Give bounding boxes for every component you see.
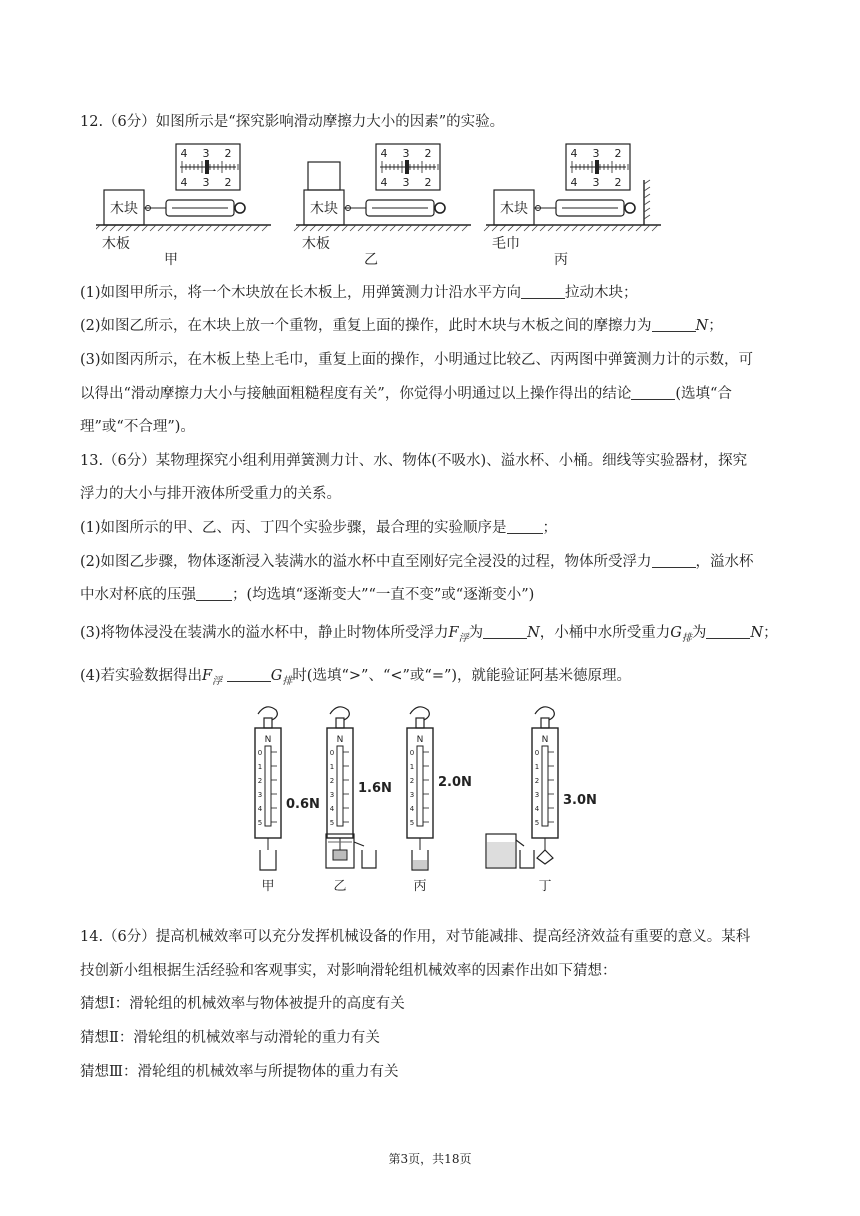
q12-part1: (1)如图甲所示，将一个木块放在长木板上，用弹簧测力计沿水平方向 拉动木块； xyxy=(80,285,638,301)
scale-number: 2 xyxy=(409,777,415,785)
hatch-mark xyxy=(620,225,626,231)
pull-ring xyxy=(625,203,635,213)
unit-label: N xyxy=(336,735,344,745)
answer-blank[interactable] xyxy=(706,624,750,639)
scale-ring xyxy=(264,718,272,728)
q13-stem-line1: 13.（6分）某物理探究小组利用弹簧测力计、水、物体(不吸水)、溢水杯、小桶。细线等实验器材，探究 xyxy=(80,453,748,469)
q12-figure xyxy=(96,140,666,270)
scale-pointer xyxy=(205,160,209,174)
hatch-mark xyxy=(564,225,570,231)
scale-number: 3 xyxy=(592,176,600,189)
hatch-mark xyxy=(350,225,356,231)
hatch-mark xyxy=(532,225,538,231)
block-label: 木块 xyxy=(310,201,338,217)
scale-number: 3 xyxy=(202,176,210,189)
q13-part1: (1)如图所示的甲、乙、丙、丁四个实验步骤，最合理的实验顺序是 ； xyxy=(80,520,558,536)
answer-blank[interactable] xyxy=(631,385,675,400)
scale-number: 0 xyxy=(329,749,335,757)
scale-number: 1 xyxy=(409,763,415,771)
hatch-mark xyxy=(230,225,236,231)
q14-stem-line2: 技创新小组根据生活经验和客观事实，对影响滑轮组机械效率的因素作出如下猜想： xyxy=(80,963,617,979)
hatch-mark xyxy=(182,225,188,231)
figure-caption: 乙 xyxy=(333,879,347,894)
scale-ring xyxy=(541,718,549,728)
scale-number: 3 xyxy=(592,147,600,160)
q12-part3-line3: 理”或“不合理”)。 xyxy=(80,419,195,435)
small-bucket xyxy=(520,850,534,868)
hatch-mark xyxy=(548,225,554,231)
hatch-mark xyxy=(462,225,468,231)
hatch-mark xyxy=(374,225,380,231)
hatch-mark xyxy=(588,225,594,231)
scale-number: 2 xyxy=(329,777,335,785)
force-reading: 1.6N xyxy=(358,781,392,796)
wall-hatch xyxy=(644,215,650,219)
hatch-mark xyxy=(238,225,244,231)
hatch-mark xyxy=(540,225,546,231)
q13-part2-line2: 中水对杯底的压强 ；(均选填“逐渐变大”“一直不变”或“逐渐变小”) xyxy=(80,587,535,603)
hatch-mark xyxy=(214,225,220,231)
scale-slot xyxy=(542,746,548,826)
hatch-mark xyxy=(110,225,116,231)
unit-label: N xyxy=(264,735,272,745)
scale-number: 5 xyxy=(257,819,263,827)
force-reading: 2.0N xyxy=(438,775,472,790)
hatch-mark xyxy=(366,225,372,231)
hatch-mark xyxy=(596,225,602,231)
hatch-mark xyxy=(438,225,444,231)
hatch-mark xyxy=(190,225,196,231)
q13-part3: (3)将物体浸没在装满水的溢水杯中，静止时物体所受浮力$F_浮$为 N，小桶中水所受重力$G_排$为 N； xyxy=(80,625,778,644)
scale-number: 3 xyxy=(329,791,335,799)
answer-blank[interactable] xyxy=(227,667,271,682)
hatch-mark xyxy=(334,225,340,231)
wall-hatch xyxy=(644,180,650,184)
small-bucket xyxy=(362,850,376,868)
hatch-mark xyxy=(254,225,260,231)
scale-number: 0 xyxy=(534,749,540,757)
hatch-mark xyxy=(422,225,428,231)
q14-stem-line1: 14.（6分）提高机械效率可以充分发挥机械设备的作用，对节能减排、提高经济效益有重要的意义。某科 xyxy=(80,929,751,945)
q12-part3-line1: (3)如图丙所示，在木板上垫上毛巾，重复上面的操作，小明通过比较乙、丙两图中弹簧测力计的示数，可 xyxy=(80,352,754,368)
scale-number: 4 xyxy=(570,176,578,189)
figure-caption: 乙 xyxy=(364,252,378,268)
q14-guess-3: 猜想Ⅲ：滑轮组的机械效率与所提物体的重力有关 xyxy=(80,1064,399,1080)
answer-blank[interactable] xyxy=(507,519,543,534)
hatch-mark xyxy=(262,225,268,231)
scale-number: 4 xyxy=(534,805,540,813)
scale-number: 3 xyxy=(257,791,263,799)
figure-caption: 丙 xyxy=(554,252,568,268)
force-reading: 0.6N xyxy=(286,797,320,812)
hatch-mark xyxy=(516,225,522,231)
figure-caption: 丁 xyxy=(538,879,552,894)
hatch-mark xyxy=(318,225,324,231)
q12-part2: (2)如图乙所示，在木块上放一个重物，重复上面的操作，此时木块与木板之间的摩擦力为 N； xyxy=(80,318,723,334)
pull-ring xyxy=(235,203,245,213)
hatch-mark xyxy=(580,225,586,231)
scale-number: 2 xyxy=(424,147,432,160)
spout xyxy=(354,842,364,846)
hatch-mark xyxy=(150,225,156,231)
hatch-mark xyxy=(342,225,348,231)
q13-part2-line1: (2)如图乙步骤，物体逐渐浸入装满水的溢水杯中直至刚好完全浸没的过程，物体所受浮力 ，溢水杯 xyxy=(80,554,754,570)
surface-label: 毛巾 xyxy=(492,236,520,252)
scale-number: 3 xyxy=(402,176,410,189)
hatch-mark xyxy=(484,225,490,231)
scale-slot xyxy=(337,746,343,826)
scale-number: 4 xyxy=(329,805,335,813)
hatch-mark xyxy=(326,225,332,231)
hatch-mark xyxy=(102,225,108,231)
scale-number: 4 xyxy=(380,176,388,189)
hatch-mark xyxy=(174,225,180,231)
scale-number: 4 xyxy=(180,147,188,160)
page-footer: 第3页，共18页 xyxy=(388,1152,472,1166)
hatch-mark xyxy=(644,225,650,231)
scale-number: 0 xyxy=(409,749,415,757)
scale-number: 0 xyxy=(257,749,263,757)
hatch-mark xyxy=(524,225,530,231)
scale-number: 4 xyxy=(409,805,415,813)
small-bucket xyxy=(260,850,276,870)
hatch-mark xyxy=(398,225,404,231)
wall-hatch xyxy=(644,208,650,212)
scale-number: 1 xyxy=(329,763,335,771)
hatch-mark xyxy=(118,225,124,231)
q14-guess-1: 猜想Ⅰ：滑轮组的机械效率与物体被提升的高度有关 xyxy=(80,996,405,1012)
hatch-mark xyxy=(222,225,228,231)
q13-part4: (4)若实验数据得出$F_浮$ $G_排$时(选填“>”、“<”或“=”)，就能验证阿基米德原理。 xyxy=(80,668,632,687)
hatch-mark xyxy=(454,225,460,231)
scale-number: 2 xyxy=(224,147,232,160)
weight-box xyxy=(308,162,340,190)
scale-number: 4 xyxy=(570,147,578,160)
force-reading: 3.0N xyxy=(563,793,597,808)
unit-label: N xyxy=(541,735,549,745)
hatch-mark xyxy=(446,225,452,231)
scale-number: 4 xyxy=(257,805,263,813)
scale-number: 2 xyxy=(614,147,622,160)
hatch-mark xyxy=(206,225,212,231)
hatch-mark xyxy=(414,225,420,231)
answer-blank[interactable] xyxy=(652,553,696,568)
answer-blank[interactable] xyxy=(196,586,232,601)
scale-ring xyxy=(416,718,424,728)
scale-number: 5 xyxy=(534,819,540,827)
hatch-mark xyxy=(166,225,172,231)
hatch-mark xyxy=(652,225,658,231)
scale-number: 1 xyxy=(257,763,263,771)
hatch-mark xyxy=(198,225,204,231)
hatch-mark xyxy=(126,225,132,231)
hatch-mark xyxy=(382,225,388,231)
answer-blank[interactable] xyxy=(652,317,696,332)
scale-number: 1 xyxy=(534,763,540,771)
hatch-mark xyxy=(500,225,506,231)
hatch-mark xyxy=(246,225,252,231)
hatch-mark xyxy=(294,225,300,231)
q13-figure xyxy=(240,700,620,898)
q12-part3-line2: 以得出“滑动摩擦力大小与接触面粗糙程度有关”，你觉得小明通过以上操作得出的结论 (选填“合 xyxy=(80,386,732,402)
scale-number: 4 xyxy=(380,147,388,160)
object xyxy=(333,850,347,860)
scale-ring xyxy=(336,718,344,728)
hatch-mark xyxy=(492,225,498,231)
wall-hatch xyxy=(644,187,650,191)
spout xyxy=(516,840,524,846)
hatch-mark xyxy=(96,225,100,231)
answer-blank[interactable] xyxy=(521,284,565,299)
water xyxy=(487,842,515,867)
surface-label: 木板 xyxy=(102,236,130,252)
hatch-mark xyxy=(390,225,396,231)
hatch-mark xyxy=(406,225,412,231)
scale-number: 2 xyxy=(224,176,232,189)
surface-label: 木板 xyxy=(302,236,330,252)
scale-pointer xyxy=(405,160,409,174)
hatch-mark xyxy=(430,225,436,231)
scale-slot xyxy=(265,746,271,826)
unit-label: N xyxy=(416,735,424,745)
answer-blank[interactable] xyxy=(483,624,527,639)
hatch-mark xyxy=(628,225,634,231)
scale-number: 2 xyxy=(257,777,263,785)
block-label: 木块 xyxy=(500,201,528,217)
q13-stem-line2: 浮力的大小与排开液体所受重力的关系。 xyxy=(80,486,341,502)
scale-number: 3 xyxy=(202,147,210,160)
hatch-mark xyxy=(142,225,148,231)
q14-guess-2: 猜想Ⅱ：滑轮组的机械效率与动滑轮的重力有关 xyxy=(80,1030,380,1046)
hatch-mark xyxy=(604,225,610,231)
hatch-mark xyxy=(158,225,164,231)
scale-number: 5 xyxy=(409,819,415,827)
hatch-mark xyxy=(636,225,642,231)
hatch-mark xyxy=(508,225,514,231)
scale-number: 3 xyxy=(534,791,540,799)
scale-number: 5 xyxy=(329,819,335,827)
hatch-mark xyxy=(302,225,308,231)
hatch-mark xyxy=(572,225,578,231)
hatch-mark xyxy=(612,225,618,231)
figure-caption: 甲 xyxy=(261,879,275,894)
scale-number: 2 xyxy=(614,176,622,189)
hatch-mark xyxy=(134,225,140,231)
pull-ring xyxy=(435,203,445,213)
scale-slot xyxy=(417,746,423,826)
wall-hatch xyxy=(644,194,650,198)
scale-pointer xyxy=(595,160,599,174)
water-in-bucket xyxy=(413,860,427,869)
figure-caption: 丙 xyxy=(413,879,427,894)
block-label: 木块 xyxy=(110,201,138,217)
figure-caption: 甲 xyxy=(164,252,178,268)
hatch-mark xyxy=(556,225,562,231)
object xyxy=(537,850,553,864)
scale-number: 2 xyxy=(424,176,432,189)
hatch-mark xyxy=(310,225,316,231)
wall-hatch xyxy=(644,201,650,205)
hatch-mark xyxy=(358,225,364,231)
scale-number: 3 xyxy=(402,147,410,160)
scale-number: 2 xyxy=(534,777,540,785)
scale-number: 4 xyxy=(180,176,188,189)
q12-stem: 12.（6分）如图所示是“探究影响滑动摩擦力大小的因素”的实验。 xyxy=(80,114,505,130)
scale-number: 3 xyxy=(409,791,415,799)
